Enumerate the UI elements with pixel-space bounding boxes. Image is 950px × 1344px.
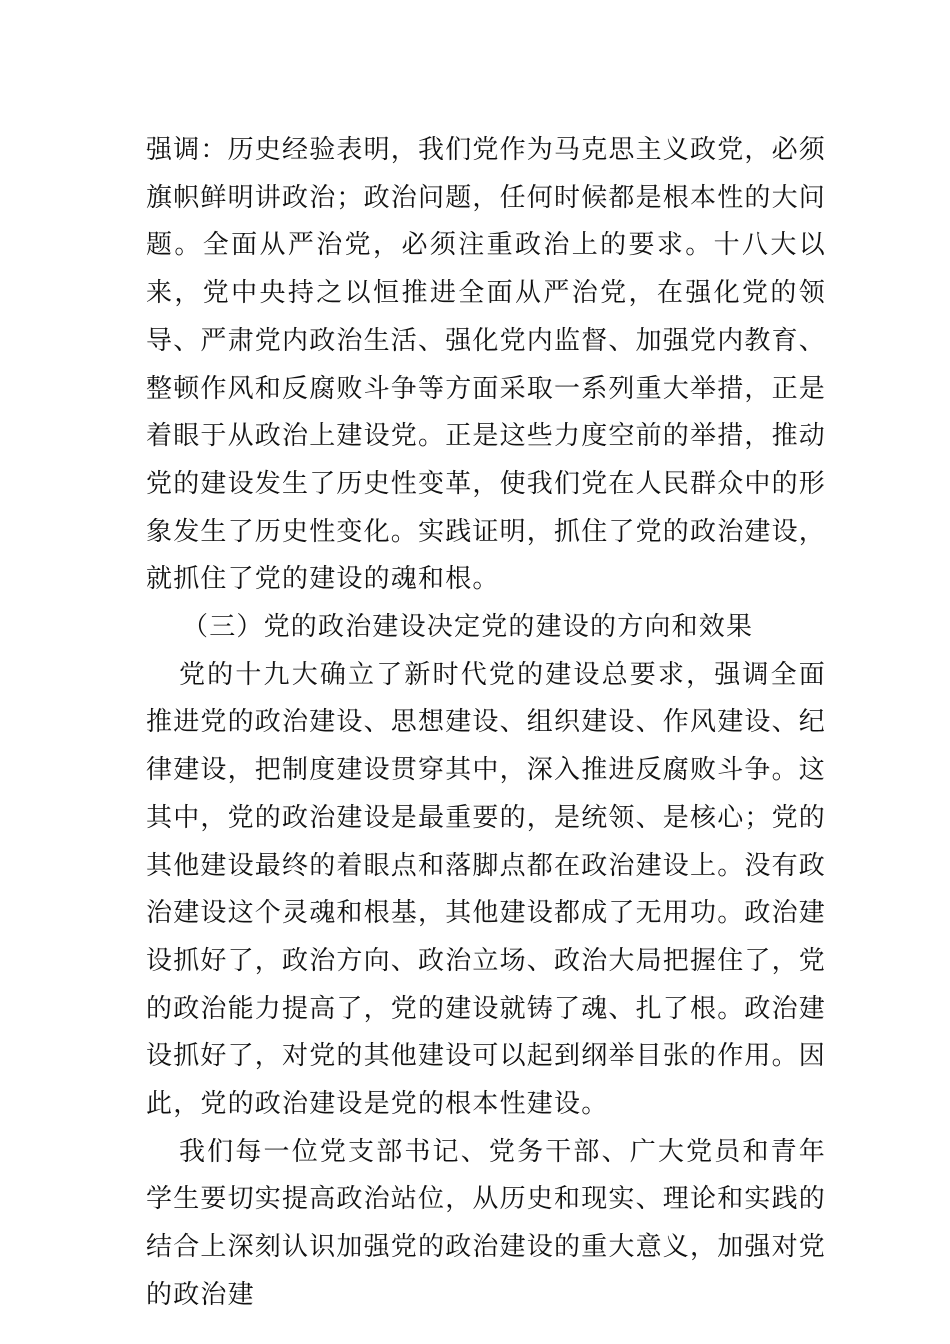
- paragraph-party-members: 我们每一位党支部书记、党务干部、广大党员和青年学生要切实提高政治站位，从历史和现实、理论和实践的结合上深刻认识加强党的政治建设的重大意义，加强对党的政治建: [146, 1136, 827, 1310]
- section-heading-3: （三）党的政治建设决定党的建设的方向和效果: [182, 612, 754, 643]
- paragraph-history-experience: 强调：历史经验表明，我们党作为马克思主义政党，必须旗帜鲜明讲政治；政治问题，任何时候都是根本性的大问题。全面从严治党，必须注重政治上的要求。十八大以来，党中央持之以恒推进全面从严治党，在强化党的领导、严肃党内政治生活、强化党内监督、加强党内教育、整顿作风和反腐败斗争等方面采取一系列重大举措，正是着眼于从政治上建设党。正是这些力度空前的举措，推动党的建设发生了历史性变革，使我们党在人民群众中的形象发生了历史性变化。实践证明，抓住了党的政治建设，就抓住了党的建设的魂和根。: [146, 135, 827, 595]
- document-body: [146, 127, 826, 1320]
- paragraph-nineteenth-congress: 党的十九大确立了新时代党的建设总要求，强调全面推进党的政治建设、思想建设、组织建设、作风建设、纪律建设，把制度建设贯穿其中，深入推进反腐败斗争。这其中，党的政治建设是最重要的，是统领、是核心；党的其他建设最终的着眼点和落脚点都在政治建设上。没有政治建设这个灵魂和根基，其他建设都成了无用功。政治建设抓好了，政治方向、政治立场、政治大局把握住了，党的政治能力提高了，党的建设就铸了魂、扎了根。政治建设抓好了，对党的其他建设可以起到纲举目张的作用。因此，党的政治建设是党的根本性建设。: [146, 659, 827, 1120]
